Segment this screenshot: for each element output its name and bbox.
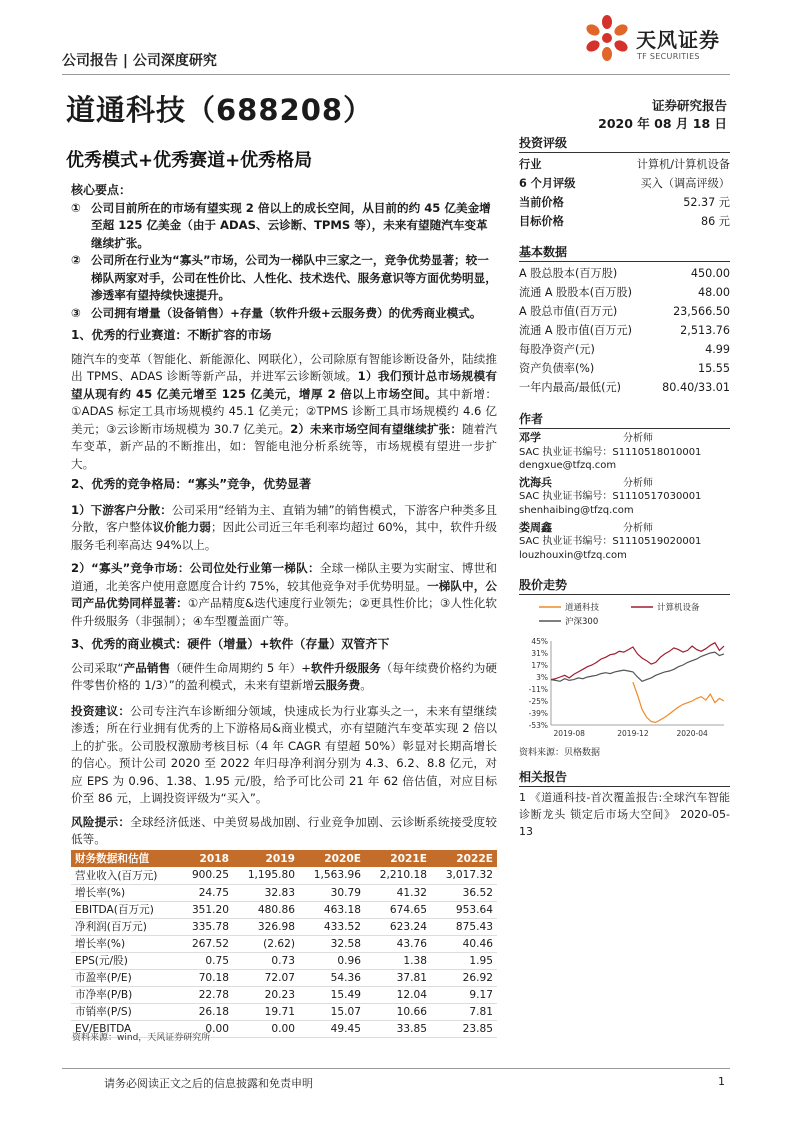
text-bold: 产品销售 bbox=[123, 660, 171, 675]
rating-value: 买入（调高评级） bbox=[640, 177, 730, 190]
table-cell: (2.62) bbox=[233, 935, 299, 952]
text: 公司采用“经销为主、直销为辅”的销售模式，下游客户种类多且分散，客户整体 bbox=[71, 502, 497, 534]
report-date: 2020 年 08 月 18 日 bbox=[598, 116, 727, 131]
related-section bbox=[519, 768, 730, 840]
rating-heading: 投资评级 bbox=[519, 134, 730, 153]
legend-label: 计算机设备 bbox=[657, 603, 700, 613]
author-email[interactable]: shenhaibing@tfzq.com bbox=[519, 504, 634, 516]
table-cell: EBITDA(百万元) bbox=[71, 901, 179, 918]
report-subtitle: 优秀模式+优秀赛道+优秀格局 bbox=[66, 150, 313, 171]
chart-source: 资料来源：贝格数据 bbox=[519, 748, 601, 758]
section-2 bbox=[71, 476, 497, 630]
table-cell: EV/EBITDA bbox=[71, 1020, 179, 1037]
rating-label: 行业 bbox=[519, 158, 542, 171]
basic-data-value: 2,513.76 bbox=[680, 324, 730, 337]
author-name: 邓学 bbox=[519, 431, 541, 444]
y-tick-label: -25% bbox=[528, 697, 548, 706]
author-title: 分析师 bbox=[623, 433, 653, 444]
rating-value: 86 元 bbox=[701, 215, 730, 228]
section-3-heading: 3、优秀的商业模式：硬件（增量）+软件（存量）双管齐下 bbox=[71, 637, 390, 651]
table-cell: 0.00 bbox=[233, 1020, 299, 1037]
rating-label: 当前价格 bbox=[519, 196, 564, 209]
key-points-heading: 核心要点： bbox=[71, 183, 132, 197]
table-row bbox=[71, 901, 497, 918]
basic-data-label: A 股总股本(百万股) bbox=[519, 267, 618, 280]
logo-text-en: TF SECURITIES bbox=[637, 52, 700, 61]
rating-value: 52.37 元 bbox=[683, 196, 730, 209]
y-tick-label: 31% bbox=[531, 649, 548, 658]
basic-data-label: 一年内最高/最低(元) bbox=[519, 381, 621, 394]
table-cell: 30.79 bbox=[299, 884, 365, 901]
author-email[interactable]: louzhouxin@tfzq.com bbox=[519, 549, 627, 561]
table-row bbox=[71, 986, 497, 1003]
table-cell: 335.78 bbox=[179, 918, 233, 935]
basic-data-label: 流通 A 股股本(百万股) bbox=[519, 286, 632, 299]
text: 。 bbox=[360, 678, 372, 692]
y-tick-label: 45% bbox=[531, 637, 548, 646]
table-cell: 70.18 bbox=[179, 969, 233, 986]
table-cell: 49.45 bbox=[299, 1020, 365, 1037]
table-cell: 32.83 bbox=[233, 884, 299, 901]
text-bold: 1）我们预计总市场规模有望从现有约 45 亿美元增至 125 亿美元，增厚 2 倍以上市场空间。 bbox=[71, 369, 497, 401]
perf-section bbox=[519, 576, 730, 758]
logo-flower-icon bbox=[584, 14, 630, 62]
author-cert: SAC 执业证书编号：S1110517030001 bbox=[519, 491, 702, 503]
x-tick-label: 2020-04 bbox=[676, 729, 708, 738]
authors-heading: 作者 bbox=[519, 410, 730, 429]
table-row bbox=[71, 1003, 497, 1020]
company-logo bbox=[584, 14, 734, 70]
table-cell: 41.32 bbox=[365, 884, 431, 901]
table-cell: 480.86 bbox=[233, 901, 299, 918]
text: 随着汽车变革，新产品的不断推出，如：智能电池分析系统等，市场规模有望进一步扩大。 bbox=[71, 421, 497, 471]
table-row bbox=[71, 867, 497, 884]
table-cell: 32.58 bbox=[299, 935, 365, 952]
table-row bbox=[71, 969, 497, 986]
section-1-heading: 1、优秀的行业赛道：不断扩容的市场 bbox=[71, 328, 272, 342]
text-bold: 一梯队中，公司产品优势同样显著： bbox=[71, 578, 497, 610]
y-tick-label: -53% bbox=[528, 721, 548, 730]
table-row bbox=[71, 918, 497, 935]
price-chart bbox=[519, 597, 730, 739]
text-bold: 1）下游客户分散： bbox=[71, 502, 172, 517]
basic-data-row bbox=[519, 302, 730, 321]
basic-data-label: A 股总市值(百万元) bbox=[519, 305, 618, 318]
table-cell: 33.85 bbox=[365, 1020, 431, 1037]
table-cell: 净利润(百万元) bbox=[71, 918, 179, 935]
basic-data-value: 15.55 bbox=[697, 362, 730, 375]
report-category: 公司报告 | 公司深度研究 bbox=[62, 53, 217, 69]
table-row bbox=[71, 884, 497, 901]
table-cell: 1,563.96 bbox=[299, 867, 365, 884]
section-1-paragraph bbox=[71, 351, 497, 474]
related-heading: 相关报告 bbox=[519, 768, 730, 787]
rating-section bbox=[519, 134, 730, 231]
table-cell: 2,210.18 bbox=[365, 867, 431, 884]
bullet-number: ② bbox=[71, 253, 81, 267]
table-cell: 23.85 bbox=[431, 1020, 497, 1037]
text: ①产品精度&迭代速度行业领先；②更具性价比；③人性化软件升级服务（非强制）；④车型覆盖面广等。 bbox=[71, 596, 497, 628]
table-cell: 20.23 bbox=[233, 986, 299, 1003]
section-2-paragraph-1 bbox=[71, 502, 497, 555]
basic-data-row bbox=[519, 359, 730, 378]
text: 随汽车的变革（智能化、新能源化、网联化），公司除原有智能诊断设备外，陆续推出 TPMS、ADAS 诊断等新产品，并进军云诊断领域。 bbox=[71, 351, 497, 383]
y-tick-label: -11% bbox=[528, 685, 548, 694]
section-1 bbox=[71, 327, 497, 473]
basic-data-row bbox=[519, 264, 730, 283]
x-tick-label: 2019-08 bbox=[553, 729, 585, 738]
text: 全球一梯队主要为实耐宝、博世和道通，北美客户使用意愿度合计约 75%，较其他竞争对手优势明显。 bbox=[71, 561, 497, 593]
key-point-3 bbox=[71, 305, 497, 323]
basic-data-row bbox=[519, 321, 730, 340]
basic-data-value: 23,566.50 bbox=[673, 305, 730, 318]
author-cert: SAC 执业证书编号：S1110519020001 bbox=[519, 536, 702, 548]
bullet-number: ③ bbox=[71, 305, 81, 320]
author-email[interactable]: dengxue@tfzq.com bbox=[519, 460, 617, 472]
table-cell: 54.36 bbox=[299, 969, 365, 986]
basic-data-label: 资产负债率(%) bbox=[519, 362, 595, 375]
authors-section bbox=[519, 410, 730, 565]
key-point-text: 公司所在行业为“寡头”市场，公司为一梯队中三家之一，竞争优势显著；较一梯队两家对手，公司在性价比、人性化、技术迭代、服务意识等方面优势明显，渗透率有望持续快速提升。 bbox=[91, 253, 497, 302]
table-cell: 267.52 bbox=[179, 935, 233, 952]
table-row bbox=[71, 952, 497, 969]
text-bold: 软件升级服务 bbox=[310, 660, 381, 675]
advice-label: 投资建议： bbox=[71, 703, 131, 718]
table-cell: 351.20 bbox=[179, 901, 233, 918]
y-tick-label: 17% bbox=[531, 661, 548, 670]
table-cell: 市销率(P/S) bbox=[71, 1003, 179, 1020]
author-name-line bbox=[519, 476, 730, 491]
table-cell: 36.52 bbox=[431, 884, 497, 901]
basic-data-row bbox=[519, 283, 730, 302]
risk-warning bbox=[71, 814, 497, 849]
author-entry bbox=[519, 431, 730, 473]
text-bold: 云服务费 bbox=[313, 678, 361, 692]
table-cell: 433.52 bbox=[299, 918, 365, 935]
key-point-1 bbox=[71, 200, 497, 253]
table-cell: 3,017.32 bbox=[431, 867, 497, 884]
table-header-cell: 2020E bbox=[299, 850, 365, 867]
rating-label: 目标价格 bbox=[519, 215, 564, 228]
table-cell: 26.92 bbox=[431, 969, 497, 986]
table-header-cell: 2021E bbox=[365, 850, 431, 867]
author-entry bbox=[519, 521, 730, 563]
table-cell: 40.46 bbox=[431, 935, 497, 952]
financial-table bbox=[71, 850, 497, 1038]
rating-row bbox=[519, 155, 730, 174]
table-cell: 15.07 bbox=[299, 1003, 365, 1020]
table-cell: 37.81 bbox=[365, 969, 431, 986]
table-cell: 15.49 bbox=[299, 986, 365, 1003]
author-cert: SAC 执业证书编号：S1110518010001 bbox=[519, 446, 702, 458]
page-number: 1 bbox=[718, 1075, 725, 1088]
perf-heading: 股价走势 bbox=[519, 576, 730, 595]
risk-label: 风险提示： bbox=[71, 814, 131, 829]
author-name-line bbox=[519, 521, 730, 536]
text: 公司采取“ bbox=[71, 660, 124, 675]
table-cell: 营业收入(百万元) bbox=[71, 867, 179, 884]
text: （硬件生命周期约 5 年）+ bbox=[170, 660, 311, 675]
table-cell: 0.00 bbox=[179, 1020, 233, 1037]
legend-label: 沪深300 bbox=[565, 617, 599, 627]
text: ；因此公司近三年毛利率均超过 60%，其中，软件升级服务毛利率高达 94%以上。 bbox=[71, 520, 497, 552]
basic-data-section bbox=[519, 243, 730, 397]
table-cell: EPS(元/股) bbox=[71, 952, 179, 969]
text: 其中新增：①ADAS 标定工具市场规模约 45.1 亿美元；②TPMS 诊断工具市场规模约 4.6 亿美元；③云诊断市场规模为 30.7 亿美元。 bbox=[71, 386, 497, 436]
logo-text: 天风证券 bbox=[636, 28, 720, 52]
series-line-hs300 bbox=[551, 652, 724, 681]
x-tick-label: 2019-12 bbox=[617, 729, 649, 738]
basic-data-heading: 基本数据 bbox=[519, 243, 730, 262]
table-cell: 1.38 bbox=[365, 952, 431, 969]
rating-row bbox=[519, 193, 730, 212]
table-row bbox=[71, 935, 497, 952]
header-divider bbox=[62, 74, 730, 75]
advice-text: 公司专注汽车诊断细分领域，快速成长为行业寡头之一，未来有望继续渗透；所在行业拥有优秀的上下游格局&商业模式，亦有望随汽车变革实现 2 倍以上的扩张。公司股权激励考核目标（4 年 CAGR 有望超 50%）彰显对长期高增长的信心。预计公司 2020 至 2022 年归母净利润分别为 4.3、6.2、8.8 亿元，对应 EPS 为 0.96、1.38、1.95 元/股，给予可比公司 21 年 62 倍估值，对应目标价至 86 元，上调投资评级为“买入”。 bbox=[71, 703, 497, 805]
section-3-paragraph bbox=[71, 660, 497, 695]
table-cell: 增长率(%) bbox=[71, 884, 179, 901]
table-cell: 1,195.80 bbox=[233, 867, 299, 884]
basic-data-value: 4.99 bbox=[705, 343, 730, 356]
author-name: 沈海兵 bbox=[519, 475, 552, 489]
author-name: 娄周鑫 bbox=[519, 520, 552, 534]
rating-row bbox=[519, 174, 730, 193]
basic-data-label: 流通 A 股市值(百万元) bbox=[519, 324, 632, 337]
section-3 bbox=[71, 636, 497, 849]
related-report-link[interactable]: 1 《道通科技-首次覆盖报告:全球汽车智能诊断龙头 锁定后市场大空间》 2020-05-13 bbox=[519, 791, 730, 838]
basic-data-value: 48.00 bbox=[697, 286, 730, 299]
table-cell: 875.43 bbox=[431, 918, 497, 935]
bullet-number: ① bbox=[71, 200, 81, 215]
table-cell: 0.75 bbox=[179, 952, 233, 969]
table-cell: 19.71 bbox=[233, 1003, 299, 1020]
section-2-paragraph-2 bbox=[71, 560, 497, 630]
y-tick-label: -39% bbox=[528, 709, 548, 718]
key-point-text: 公司拥有增量（设备销售）+存量（软件升级+云服务费）的优秀商业模式。 bbox=[91, 305, 482, 320]
author-entry bbox=[519, 476, 730, 518]
table-cell: 326.98 bbox=[233, 918, 299, 935]
investment-advice bbox=[71, 703, 497, 808]
table-cell: 9.17 bbox=[431, 986, 497, 1003]
table-cell: 1.95 bbox=[431, 952, 497, 969]
table-cell: 24.75 bbox=[179, 884, 233, 901]
series-line-stock bbox=[633, 682, 724, 722]
table-cell: 12.04 bbox=[365, 986, 431, 1003]
table-header-cell: 财务数据和估值 bbox=[71, 850, 179, 867]
table-cell: 900.25 bbox=[179, 867, 233, 884]
table-cell: 增长率(%) bbox=[71, 935, 179, 952]
table-cell: 623.24 bbox=[365, 918, 431, 935]
risk-text: 全球经济低迷、中美贸易战加剧、行业竞争加剧、云诊断系统接受度较低等。 bbox=[71, 814, 497, 846]
footer-divider bbox=[62, 1068, 730, 1069]
table-cell: 0.73 bbox=[233, 952, 299, 969]
rating-value: 计算机/计算机设备 bbox=[636, 158, 730, 171]
table-cell: 43.76 bbox=[365, 935, 431, 952]
table-header-cell: 2022E bbox=[431, 850, 497, 867]
table-cell: 市盈率(P/E) bbox=[71, 969, 179, 986]
author-title: 分析师 bbox=[623, 522, 653, 534]
page-title: 道通科技（688208） bbox=[66, 93, 374, 127]
rating-label: 6 个月评级 bbox=[519, 177, 576, 190]
basic-data-value: 80.40/33.01 bbox=[662, 381, 730, 394]
table-cell: 72.07 bbox=[233, 969, 299, 986]
footer-disclaimer: 请务必阅读正文之后的信息披露和免责申明 bbox=[104, 1077, 313, 1090]
table-header-cell: 2018 bbox=[179, 850, 233, 867]
table-cell: 0.96 bbox=[299, 952, 365, 969]
key-point-text: 公司目前所在的市场有望实现 2 倍以上的成长空间，从目前的约 45 亿美金增至超 125 亿美金（由于 ADAS、云诊断、TPMS 等），未来有望随汽车变革继续扩张。 bbox=[91, 200, 491, 250]
table-cell: 26.18 bbox=[179, 1003, 233, 1020]
basic-data-row bbox=[519, 378, 730, 397]
table-cell: 市净率(P/B) bbox=[71, 986, 179, 1003]
text-bold: 2）未来市场空间有望继续扩张： bbox=[290, 421, 463, 436]
table-cell: 463.18 bbox=[299, 901, 365, 918]
text-bold: 2）“寡头”竞争市场：公司位处行业第一梯队： bbox=[71, 561, 320, 575]
basic-data-row bbox=[519, 340, 730, 359]
text-bold: 议价能力弱 bbox=[152, 520, 211, 534]
table-cell: 7.81 bbox=[431, 1003, 497, 1020]
key-point-2 bbox=[71, 252, 497, 305]
series-line-index bbox=[551, 643, 724, 680]
table-cell: 22.78 bbox=[179, 986, 233, 1003]
y-tick-label: 3% bbox=[536, 673, 548, 682]
table-header-cell: 2019 bbox=[233, 850, 299, 867]
table-cell: 10.66 bbox=[365, 1003, 431, 1020]
table-cell: 674.65 bbox=[365, 901, 431, 918]
legend-label: 道通科技 bbox=[565, 603, 600, 613]
basic-data-label: 每股净资产(元) bbox=[519, 343, 595, 356]
table-source: 资料来源：wind，天风证券研究所 bbox=[72, 1033, 211, 1043]
section-2-heading: 2、优秀的竞争格局：“寡头”竞争，优势显著 bbox=[71, 477, 312, 491]
author-title: 分析师 bbox=[623, 477, 653, 489]
table-cell: 953.64 bbox=[431, 901, 497, 918]
author-name-line bbox=[519, 431, 730, 446]
basic-data-value: 450.00 bbox=[690, 267, 730, 280]
text: （每年续费价格约为硬件零售价格的 1/3）”的盈利模式，未来有望新增 bbox=[71, 660, 497, 692]
key-points bbox=[71, 182, 497, 322]
rating-row bbox=[519, 212, 730, 231]
report-type: 证券研究报告 bbox=[651, 98, 727, 113]
